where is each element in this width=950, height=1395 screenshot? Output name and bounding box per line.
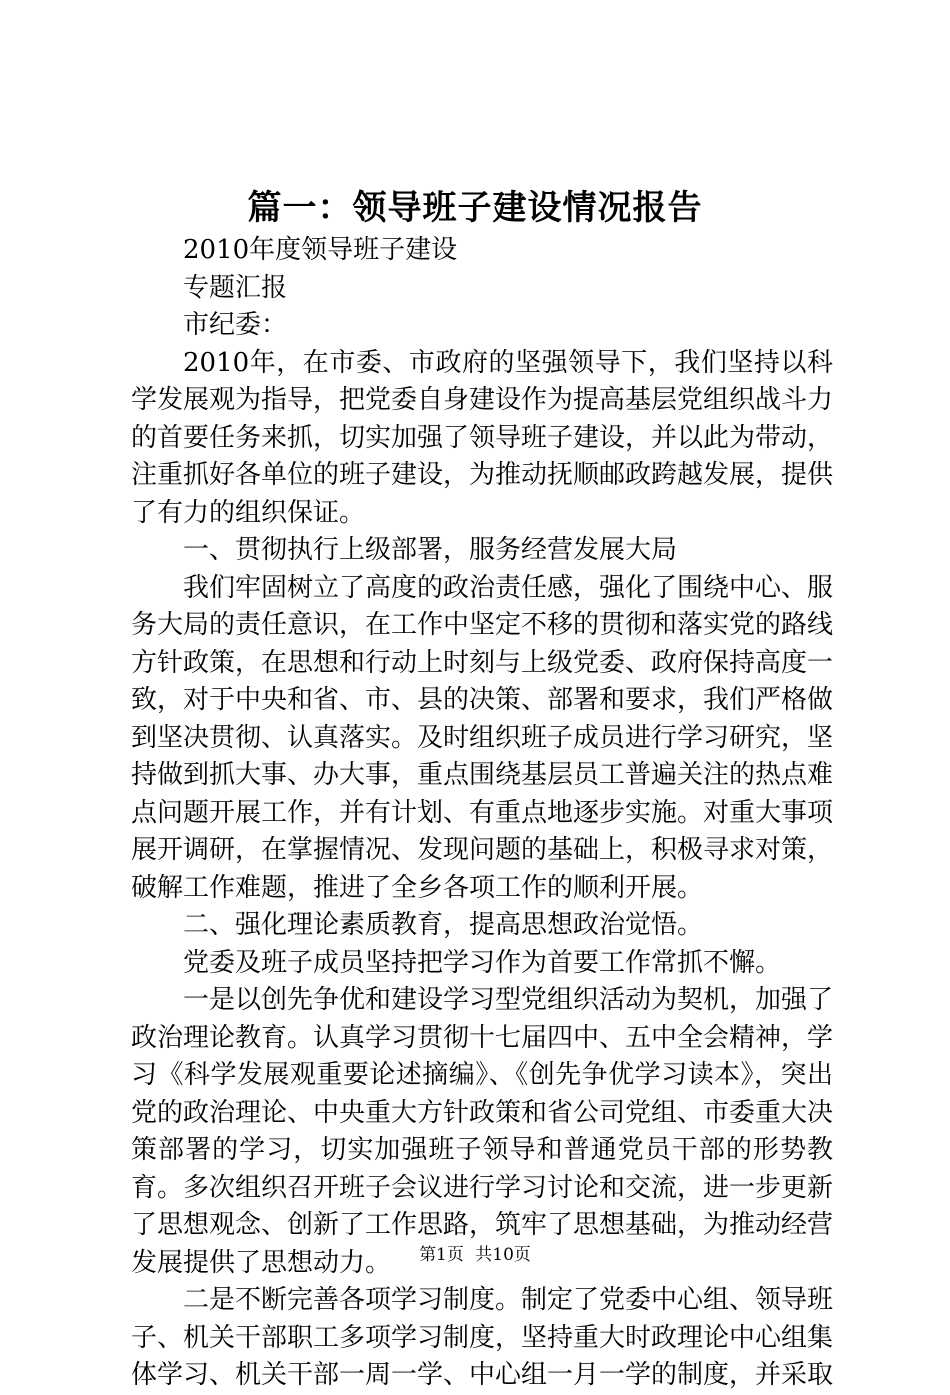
document-title: 篇一：领导班子建设情况报告 [247,188,703,228]
page-footer [0,1243,950,1267]
section-heading: 一、贯彻执行上级部署，服务经营发展大局 [183,535,678,565]
document-body [131,232,833,1395]
section-heading: 二、强化理论素质教育，提高思想政治觉悟。 [183,910,704,940]
paragraph: 党委及班子成员坚持把学习作为首要工作常抓不懈。 [183,947,782,978]
page-number: 第1页 [419,1245,464,1265]
paragraph: 2010年度领导班子建设 [183,235,458,265]
paragraph: 2010年，在市委、市政府的坚强领导下，我们坚持以科学发展观为指导，把党委自身建设作为提高基层党组织战斗力的首要任务来抓，切实加强了领导班子建设，并以此为带动，注重抓好各单位的班子建设，为推动抚顺邮政跨越发展，提供了有力的组织保证。 [131,347,834,528]
paragraph: 一是以创先争优和建设学习型党组织活动为契机，加强了政治理论教育。认真学习贯彻十七届四中、五中全会精神，学习《科学发展观重要论述摘编》、《创先争优学习读本》，突出党的政治理论、中央重大方针政策和省公司党组、市委重大决策部署的学习，切实加强班子领导和普通党员干部的形势教育。多次组织召开班子会议进行学习讨论和交流，进一步更新了思想观念、创新了工作思路，筑牢了思想基础，为推动经营发展提供了思想动力。 [131,985,834,1278]
page-total: 共10页 [475,1245,531,1265]
paragraph: 二是不断完善各项学习制度。制定了党委中心组、领导班子、机关干部职工多项学习制度，坚持重大时政理论中心组集体学习、机关干部一周一学、中心组一月一学的制度，并采取 [131,1285,834,1390]
paragraph: 专题汇报 [183,272,288,303]
paragraph: 我们牢固树立了高度的政治责任感，强化了围绕中心、服务大局的责任意识，在工作中坚定不移的贯彻和落实党的路线方针政策，在思想和行动上时刻与上级党委、政府保持高度一致，对于中央和省、市、县的决策、部署和要求，我们严格做到坚决贯彻、认真落实。及时组织班子成员进行学习研究，坚持做到抓大事、办大事，重点围绕基层员工普遍关注的热点难点问题开展工作，并有计划、有重点地逐步实施。对重大事项展开调研，在掌握情况、发现问题的基础上，积极寻求对策，破解工作难题，推进了全乡各项工作的顺利开展。 [131,572,834,903]
paragraph: 市纪委： [183,310,288,340]
